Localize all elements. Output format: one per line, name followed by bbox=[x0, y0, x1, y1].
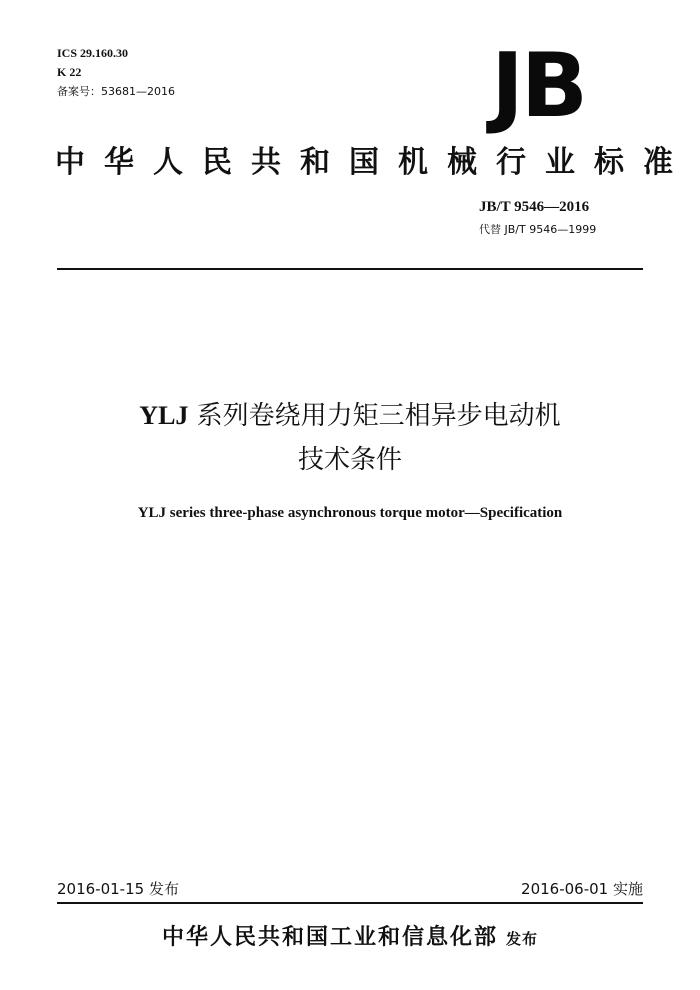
publisher-name: 中华人民共和国工业和信息化部 bbox=[161, 925, 498, 950]
replaces-standard: 代替 JB/T 9546—1999 bbox=[479, 223, 597, 236]
title-model-prefix: YLJ bbox=[139, 401, 189, 430]
standard-title: 中华人民共和国机械行业标准 bbox=[55, 145, 692, 180]
top-divider bbox=[57, 268, 643, 270]
document-metadata bbox=[57, 44, 175, 101]
publisher bbox=[0, 920, 700, 951]
record-number: 备案号：53681—2016 bbox=[57, 85, 175, 98]
publisher-suffix: 发布 bbox=[506, 930, 539, 948]
standard-code: JB/T 9546—2016 bbox=[479, 199, 590, 215]
issue-date: 2016-01-15 发布 bbox=[57, 880, 179, 898]
implementation-date: 2016-06-01 实施 bbox=[521, 880, 643, 898]
document-title-line1 bbox=[0, 396, 700, 436]
title-line1-text: 系列卷绕用力矩三相异步电动机 bbox=[188, 401, 561, 431]
classification-code: K 22 bbox=[57, 65, 82, 79]
document-title-line2: 技术条件 bbox=[297, 445, 402, 475]
document-title-english: YLJ series three-phase asynchronous torque motor—Specification bbox=[137, 505, 563, 521]
jb-logo: JB bbox=[491, 34, 585, 137]
ics-number: ICS 29.160.30 bbox=[57, 46, 129, 60]
bottom-divider bbox=[57, 902, 643, 904]
